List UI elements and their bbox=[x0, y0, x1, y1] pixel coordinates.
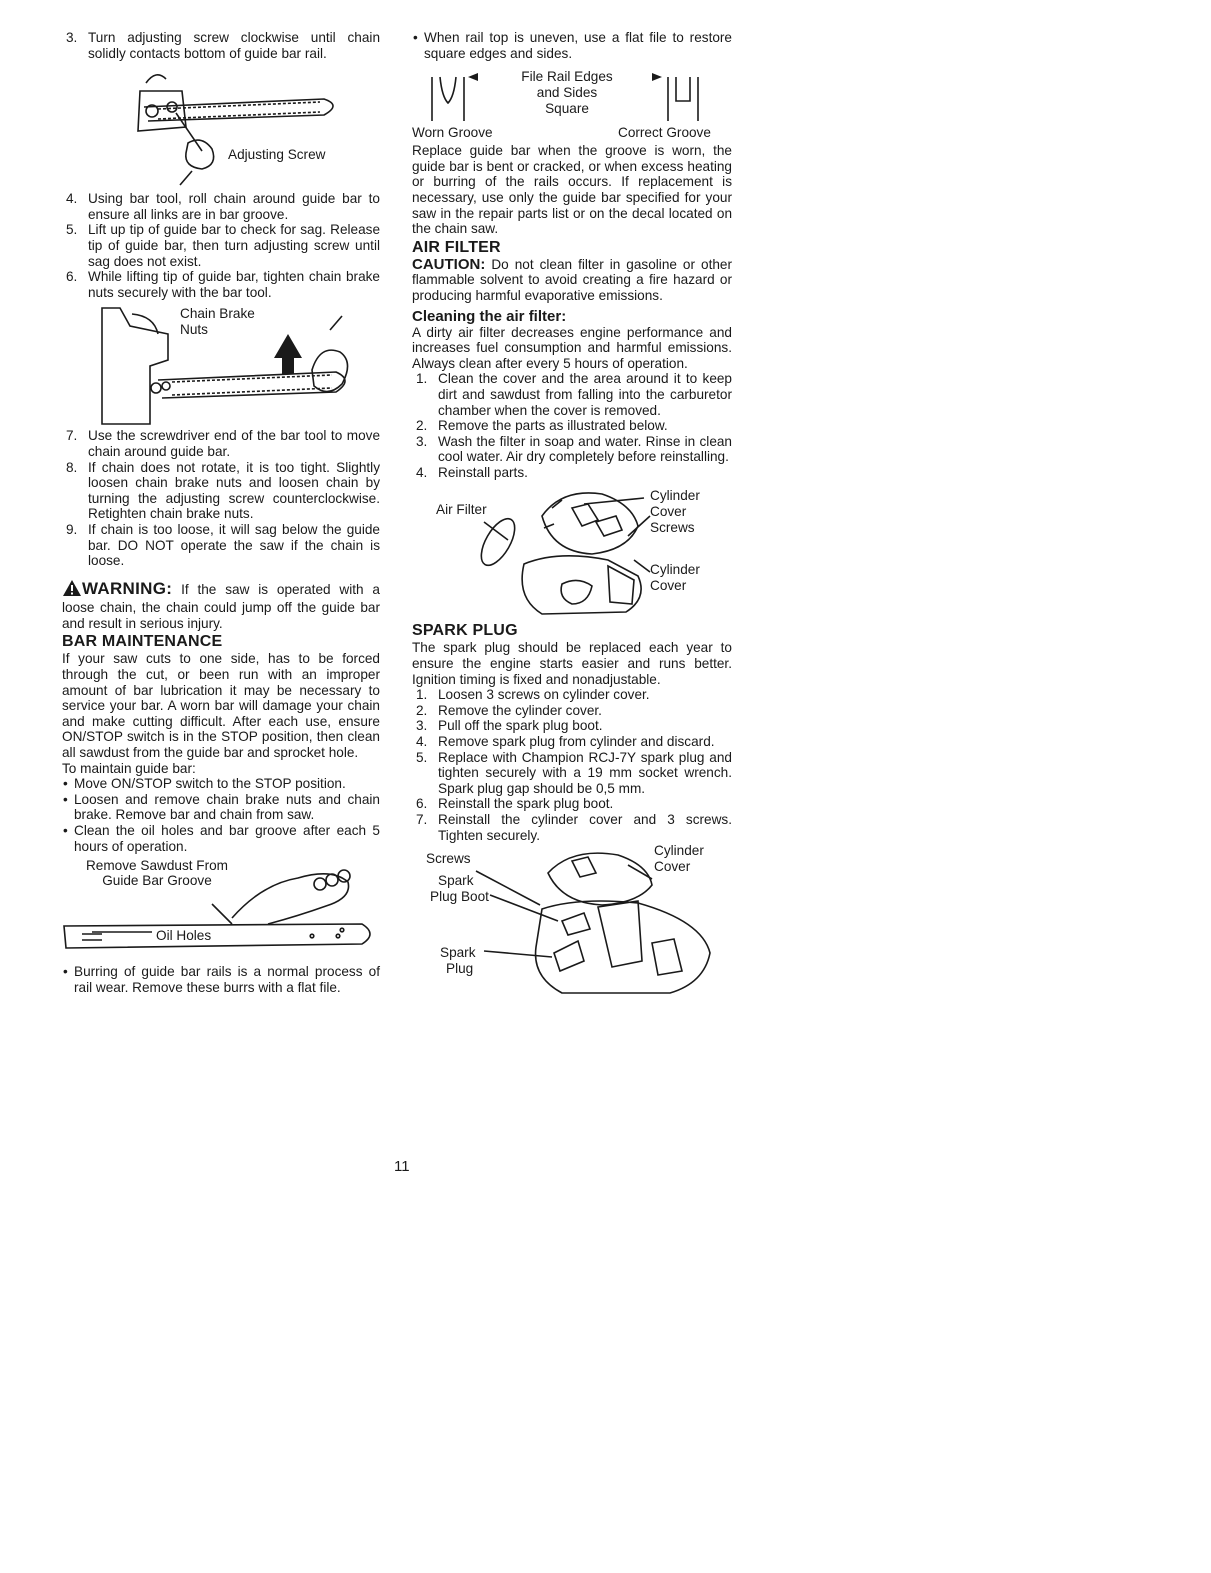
adjusting-screw-illustration bbox=[62, 61, 380, 191]
page-number: 11 bbox=[394, 1158, 410, 1175]
step-3: 3. Turn adjusting screw clockwise until chain solidly contacts bottom of guide bar rail. bbox=[66, 30, 380, 61]
clean-step-4: 4. Reinstall parts. bbox=[416, 464, 528, 480]
step-7: 7. Use the screwdriver end of the bar tool to move chain around guide bar. bbox=[66, 428, 380, 459]
clean-step-1: 1. Clean the cover and the area around it to keep dirt and sawdust from falling into the carburetor chamber when the cover is removed. bbox=[416, 371, 732, 418]
right-column bbox=[412, 30, 732, 997]
caution-label: CAUTION: bbox=[412, 255, 486, 273]
clean-step-3: 3. Wash the filter in soap and water. Rinse in clean cool water. Air dry completely before reinstalling. bbox=[416, 433, 732, 465]
file-rail-label-1: File Rail Edges bbox=[521, 69, 613, 85]
oil-holes-label: Oil Holes bbox=[156, 928, 212, 944]
spark-cylinder-label-1: Cylinder bbox=[654, 843, 704, 859]
bar-bullets-2 bbox=[62, 964, 380, 995]
spark-cylinder-label-2: Cover bbox=[654, 859, 691, 875]
chain-steps-b bbox=[62, 191, 380, 300]
spark-step-1: 1. Loosen 3 screws on cylinder cover. bbox=[416, 687, 650, 703]
spark-step-4: 4. Remove spark plug from cylinder and discard. bbox=[416, 734, 715, 750]
file-rail-label-2: and Sides bbox=[536, 85, 598, 101]
chain-steps-a bbox=[62, 30, 380, 61]
step-9: 9. If chain is too loose, it will sag below the guide bar. DO NOT operate the saw if the chain is loose. bbox=[66, 521, 380, 569]
chain-brake-label-2: Nuts bbox=[180, 322, 208, 338]
spark-step-6: 6. Reinstall the spark plug boot. bbox=[416, 796, 614, 812]
bar-bullet-burring: • Burring of guide bar rails is a normal process of rail wear. Remove these burrs with a flat file. bbox=[62, 964, 380, 995]
adjusting-screw-figure bbox=[62, 61, 380, 191]
file-rail-label-3: Square bbox=[545, 101, 589, 117]
correct-groove-label: Correct Groove bbox=[618, 125, 711, 141]
air-filter-heading: AIR FILTER bbox=[412, 238, 501, 256]
cleaning-heading: Cleaning the air filter: bbox=[412, 307, 567, 325]
cleaning-paragraph: A dirty air filter decreases engine performance and increases fuel consumption and harmful emissions. Always clean after every 5 hours of operation. bbox=[412, 324, 732, 371]
cleaning-steps bbox=[412, 371, 732, 480]
step-4: 4. Using bar tool, roll chain around guide bar to ensure all links are in bar groove. bbox=[66, 191, 380, 222]
spark-plug-boot-label-2: Plug Boot bbox=[430, 889, 489, 905]
oil-holes-figure bbox=[62, 854, 380, 964]
warning-title: WARNING: bbox=[82, 578, 173, 598]
worn-groove-label: Worn Groove bbox=[412, 125, 493, 141]
cylinder-cover-screws-label-1: Cylinder bbox=[650, 488, 700, 504]
adjusting-screw-label: Adjusting Screw bbox=[228, 147, 326, 163]
bar-maintenance-paragraph: If your saw cuts to one side, has to be forced through the cut, or been run with an improper amount of bar lubrication it may be necessary to service your bar. A worn bar will damage your chain and make cutting difficult. After each use, ensure ON/STOP switch is in the STOP position, then clean all sawdust from the guide bar and sprocket hole. bbox=[62, 651, 380, 761]
spark-step-3: 3. Pull off the spark plug boot. bbox=[416, 718, 603, 734]
bar-bullet-1: • Move ON/STOP switch to the STOP position. bbox=[62, 776, 380, 792]
cylinder-cover-screws-label-3: Screws bbox=[650, 520, 695, 536]
spark-steps bbox=[412, 687, 732, 843]
groove-figure bbox=[412, 61, 732, 143]
rail-bullet-1: • When rail top is uneven, use a flat file to restore square edges and sides. bbox=[412, 30, 732, 61]
left-column bbox=[62, 30, 380, 995]
screws-label: Screws bbox=[426, 851, 471, 867]
air-filter-figure bbox=[412, 480, 732, 620]
caution-text: Do not clean filter in gasoline or other flammable solvent to avoid creating a fire hazard or producing harmful evaporative emissions. bbox=[412, 256, 732, 303]
warning-text: If the saw is operated with a loose chain, the chain could jump off the guide bar and result in serious injury. bbox=[62, 581, 380, 631]
step-6: 6. While lifting tip of guide bar, tighten chain brake nuts securely with the bar tool. bbox=[66, 269, 380, 300]
remove-sawdust-label-1: Remove Sawdust From bbox=[85, 858, 229, 874]
spark-plug-label-2: Plug bbox=[446, 961, 474, 977]
clean-step-2: 2. Remove the parts as illustrated below. bbox=[416, 418, 668, 434]
cylinder-cover-label-2: Cover bbox=[650, 578, 687, 594]
caution-block bbox=[412, 257, 732, 304]
cylinder-cover-screws-label-2: Cover bbox=[650, 504, 687, 520]
warning-icon bbox=[62, 579, 82, 601]
spark-plug-boot-label-1: Spark bbox=[438, 873, 474, 889]
bar-bullet-3: • Clean the oil holes and bar groove after each 5 hours of operation. bbox=[62, 823, 380, 854]
spark-step-5: 5. Replace with Champion RCJ-7Y spark plug and tighten securely with a 19 mm socket wrench. Spark plug gap should be 0,5 mm. bbox=[416, 749, 732, 796]
warning-block bbox=[62, 579, 380, 632]
air-filter-label: Air Filter bbox=[436, 502, 487, 518]
step-5: 5. Lift up tip of guide bar to check for sag. Release tip of guide bar, then turn adjusting screw until sag does not exist. bbox=[66, 222, 380, 269]
remove-sawdust-label-2: Guide Bar Groove bbox=[102, 873, 212, 889]
chain-brake-figure bbox=[62, 300, 380, 428]
replace-bar-paragraph: Replace guide bar when the groove is worn, the guide bar is bent or cracked, or when excess heating or burring of the rails occurs. If replacement is necessary, use only the guide bar specified for your saw in the repair parts list or on the decal located on the chain saw. bbox=[412, 143, 732, 237]
bar-maintenance-bullets bbox=[62, 776, 380, 854]
spark-step-2: 2. Remove the cylinder cover. bbox=[416, 702, 602, 718]
bar-maintenance-heading: BAR MAINTENANCE bbox=[62, 633, 223, 651]
step-8: 8. If chain does not rotate, it is too tight. Slightly loosen chain brake nuts and loosen chain by turning the adjusting screw counterclockwise. Retighten chain brake nuts. bbox=[66, 459, 380, 522]
spark-step-7: 7. Reinstall the cylinder cover and 3 screws. Tighten securely. bbox=[416, 812, 732, 843]
rail-bullets bbox=[412, 30, 732, 61]
spark-plug-figure bbox=[412, 843, 732, 997]
spark-plug-paragraph: The spark plug should be replaced each year to ensure the engine starts easier and runs better. Ignition timing is fixed and nonadjustable. bbox=[412, 640, 732, 687]
cylinder-cover-label-1: Cylinder bbox=[650, 562, 700, 578]
bar-maintenance-intro: To maintain guide bar: bbox=[62, 760, 196, 776]
spark-plug-label-1: Spark bbox=[440, 945, 476, 961]
spark-plug-heading: SPARK PLUG bbox=[412, 622, 518, 640]
chain-steps-c bbox=[62, 428, 380, 568]
bar-bullet-2: • Loosen and remove chain brake nuts and chain brake. Remove bar and chain from saw. bbox=[62, 792, 380, 823]
chain-brake-label-1: Chain Brake bbox=[180, 306, 255, 322]
